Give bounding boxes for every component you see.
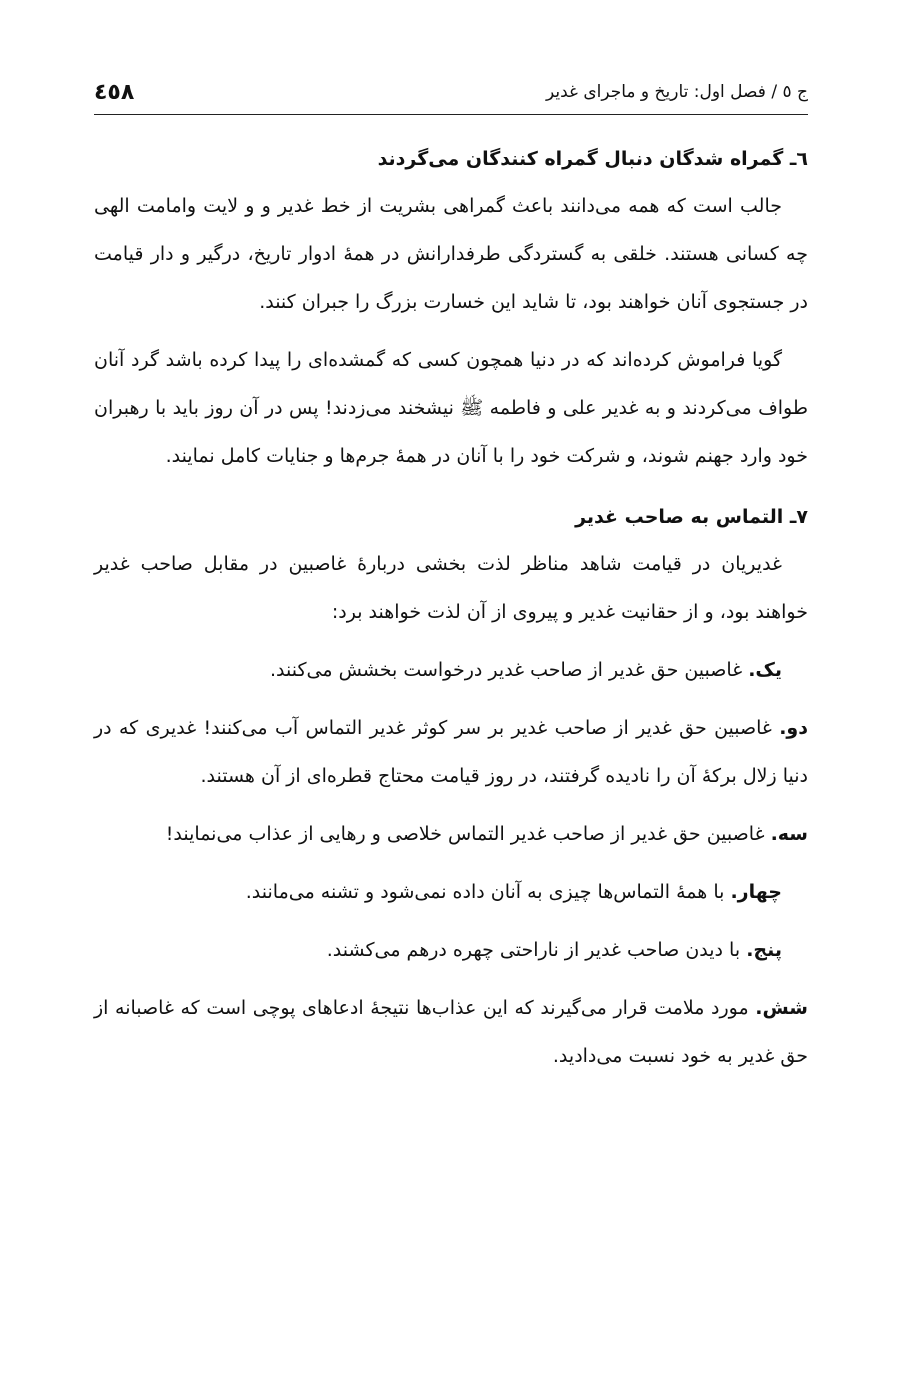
list-item-2 (94, 704, 808, 800)
running-head: ج ٥ / فصل اول: تاریخ و ماجرای غدیر (545, 82, 808, 102)
list-item-text: غاصبین حق غدیر از صاحب غدیر بر سر کوثر غدیر التماس آب می‌کنند! غدیری که در دنیا زلال برکهٔ آن را نادیده گرفتند، در روز قیامت محتاج قطره‌ای از آن هستند. (94, 717, 808, 787)
section-6-paragraph-2: گویا فراموش کرده‌اند که در دنیا همچون کسی که گمشده‌ای را پیدا کرده باشد گرد آنان طواف می‌کردند و به غدیر علی و فاطمه ﷺ نیشخند می‌زدند! پس در آن روز باید با رهبران خود وارد جهنم شوند، و شرکت خود را با آنان در همهٔ جرم‌ها و جنایات کامل نمایند. (94, 349, 808, 467)
page-number: ٤٥٨ (94, 79, 135, 105)
section-7-heading: ٧ـ التماس به صاحب غدیر (575, 506, 808, 528)
list-item-text: غاصبین حق غدیر از صاحب غدیر درخواست بخشش می‌کنند. (269, 659, 749, 681)
list-item-text: با دیدن صاحب غدیر از ناراحتی چهره درهم می‌کشند. (326, 939, 747, 961)
page-body (94, 136, 808, 1080)
section-6-heading: ٦ـ گمراه شدگان دنبال گمراه کنندگان می‌گردند (377, 148, 808, 170)
list-item-1 (94, 646, 808, 694)
list-item-6 (94, 984, 808, 1080)
list-item-label: شش. (755, 997, 808, 1019)
page-header (94, 70, 808, 115)
list-item-label: دو. (779, 717, 808, 739)
list-item-3 (94, 810, 808, 858)
list-item-text: با همهٔ التماس‌ها چیزی به آنان داده نمی‌شود و تشنه می‌مانند. (245, 881, 731, 903)
section-7-intro: غدیریان در قیامت شاهد مناظر لذت بخشی دربارهٔ غاصبین در مقابل صاحب غدیر خواهند بود، و از حقانیت غدیر و پیروی از آن لذت خواهند برد: (94, 553, 808, 623)
list-item-label: پنج. (746, 939, 782, 961)
list-item-label: چهار. (730, 881, 782, 903)
section-6-paragraph-1: جالب است که همه می‌دانند باعث گمراهی بشریت از خط غدیر و و لایت وامامت الهی چه کسانی هستند. خلقی به گستردگی طرفدارانش در همهٔ ادوار تاریخ، درگیر و دار قیامت در جستجوی آنان خواهند بود، تا شاید این خسارت بزرگ را جبران کنند. (94, 195, 808, 313)
list-item-4 (94, 868, 808, 916)
list-item-5 (94, 926, 808, 974)
list-item-label: یک. (748, 659, 782, 681)
book-page (94, 0, 808, 1390)
list-item-text: مورد ملامت قرار می‌گیرند که این عذاب‌ها نتیجهٔ ادعاهای پوچی است که غاصبانه از حق غدیر به خود نسبت می‌دادید. (94, 997, 808, 1067)
list-item-label: سه. (770, 823, 808, 845)
list-item-text: غاصبین حق غدیر از صاحب غدیر التماس خلاصی و رهایی از عذاب می‌نمایند! (165, 823, 771, 845)
